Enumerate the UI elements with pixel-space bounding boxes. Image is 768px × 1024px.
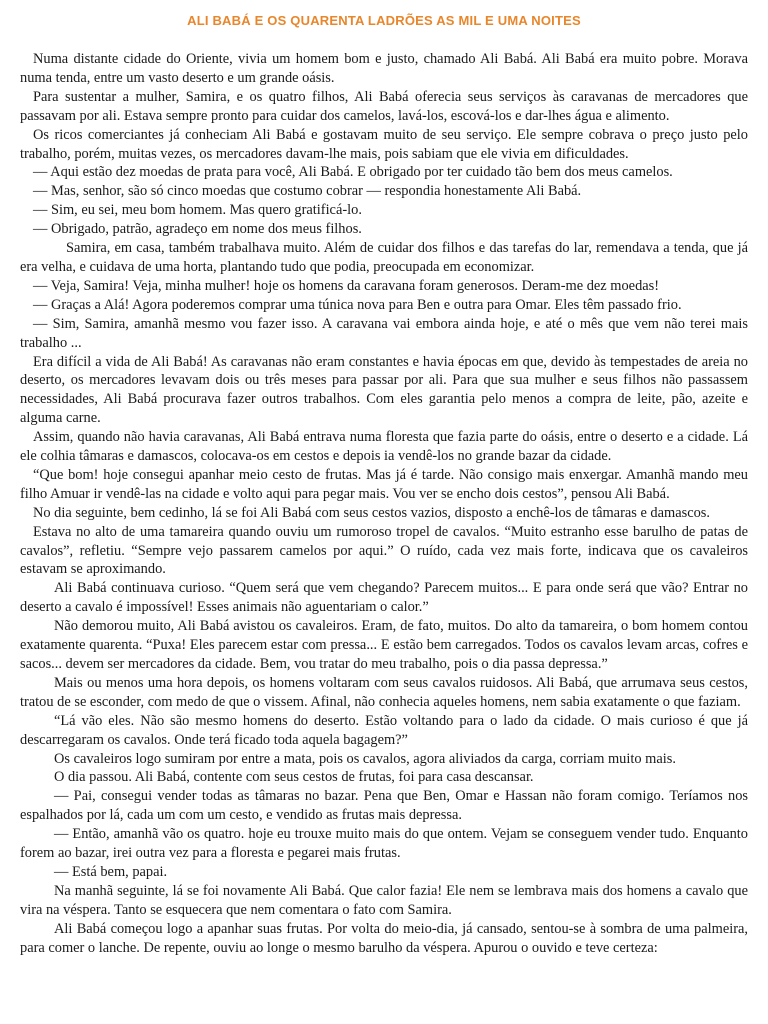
paragraph: — Sim, eu sei, meu bom homem. Mas quero gratificá-lo.: [33, 202, 362, 219]
paragraph: Era difícil a vida de Ali Babá! As caravanas não eram constantes e havia épocas em que, devido às tempestades de areia no deserto, os mercadores levavam dois ou três meses para passar por ali. Para que sua mulher e seus filhos não passassem necessidades, Ali Babá procurava fazer outros trabalhos. Com eles garantia pelo menos a compra de leite, pão, azeite e alguma carne.: [20, 353, 748, 427]
paragraph: Os cavaleiros logo sumiram por entre a mata, pois os cavalos, agora aliviados da carga, corriam muito mais.: [54, 750, 676, 767]
paragraph: — Sim, Samira, amanhã mesmo vou fazer isso. A caravana vai embora ainda hoje, e até o mês que vem não terei mais trabalho ...: [20, 315, 748, 351]
paragraph: Estava no alto de uma tamareira quando ouviu um rumoroso tropel de cavalos. “Muito estranho esse barulho de patas de cavalos”, refletiu. “Sempre vejo passarem camelos por aqui.” O ruído, cada vez mais forte, indicava que os cavaleiros estavam se aproximando.: [20, 523, 748, 578]
paragraph: “Lá vão eles. Não são mesmo homens do deserto. Estão voltando para o lado da cidade. O mais curioso é que já descarregaram os cavalos. Onde terá ficado toda aquela bagagem?”: [20, 712, 748, 748]
paragraph: — Graças a Alá! Agora poderemos comprar uma túnica nova para Ben e outra para Omar. Eles têm passado frio.: [33, 296, 682, 313]
paragraph: — Está bem, papai.: [54, 863, 168, 880]
paragraph: Os ricos comerciantes já conheciam Ali Babá e gostavam muito de seu serviço. Ele sempre cobrava o preço justo pelo trabalho, porém, muitas vezes, os mercadores davam-lhe mais, pois sabiam que ele vivia em dificuldades.: [20, 126, 748, 162]
paragraph: — Obrigado, patrão, agradeço em nome dos meus filhos.: [33, 221, 362, 238]
document-title: ALI BABÁ E OS QUARENTA LADRÕES AS MIL E UMA NOITES: [187, 13, 581, 28]
document-body: [20, 50, 748, 958]
paragraph: Assim, quando não havia caravanas, Ali Babá entrava numa floresta que fazia parte do oásis, entre o deserto e a cidade. Lá ele colhia tâmaras e damascos, colocava-os em cestos e depois ia vendê-los no grande bazar da cidade.: [20, 429, 748, 465]
paragraph: — Aqui estão dez moedas de prata para você, Ali Babá. E obrigado por ter cuidado tão bem dos meus camelos.: [33, 164, 673, 181]
paragraph: Na manhã seguinte, lá se foi novamente Ali Babá. Que calor fazia! Ele nem se lembrava mais dos homens a cavalo que vira na véspera. Tanto se esquecera que nem comentara o fato com Samira.: [20, 882, 748, 918]
paragraph: Mais ou menos uma hora depois, os homens voltaram com seus cavalos ruidosos. Ali Babá, que arrumava seus cestos, tratou de se esconder, com medo de que o vissem. Afinal, não conhecia aqueles homens, nem sabia exatamente o que faziam.: [20, 674, 748, 710]
paragraph: Ali Babá continuava curioso. “Quem será que vem chegando? Parecem muitos... E para onde será que vão? Entrar no deserto a cavalo é impossível! Esses animais não aguentariam o calor.”: [20, 580, 748, 616]
paragraph: Para sustentar a mulher, Samira, e os quatro filhos, Ali Babá oferecia seus serviços às caravanas de mercadores que passavam por ali. Estava sempre pronto para cuidar dos camelos, lavá-los, escová-los e dar-lhes água e alimento.: [20, 88, 748, 124]
paragraph: O dia passou. Ali Babá, contente com seus cestos de frutas, foi para casa descansar.: [54, 769, 534, 786]
paragraph: — Veja, Samira! Veja, minha mulher! hoje os homens da caravana foram generosos. Deram-me dez moedas!: [33, 277, 660, 294]
paragraph: Ali Babá começou logo a apanhar suas frutas. Por volta do meio-dia, já cansado, sentou-se à sombra de uma palmeira, para comer o lanche. De repente, ouviu ao longe o mesmo barulho da véspera. Apurou o ouvido e teve certeza:: [20, 920, 748, 956]
paragraph: — Mas, senhor, são só cinco moedas que costumo cobrar — respondia honestamente Ali Babá.: [33, 183, 582, 200]
paragraph: Numa distante cidade do Oriente, vivia um homem bom e justo, chamado Ali Babá. Ali Babá era muito pobre. Morava numa tenda, entre um vasto deserto e um grande oásis.: [20, 51, 748, 86]
document-page: [20, 0, 748, 1024]
paragraph: No dia seguinte, bem cedinho, lá se foi Ali Babá com seus cestos vazios, disposto a enchê-los de tâmaras e damascos.: [33, 504, 710, 521]
paragraph: “Que bom! hoje consegui apanhar meio cesto de frutas. Mas já é tarde. Não consigo mais enxergar. Amanhã mando meu filho Amuar ir vendê-las na cidade e volto aqui para pegar mais. Vou ver se encho dois cestos”, pensou Ali Babá.: [20, 466, 748, 502]
paragraph: Não demorou muito, Ali Babá avistou os cavaleiros. Eram, de fato, muitos. Do alto da tamareira, o bom homem contou exatamente quarenta. “Puxa! Eles parecem estar com pressa... E estão bem carregados. Todos os cavalos levam arcas, cofres e sacos... devem ser mercadores da cidade. Bem, vou tratar do meu trabalho, pois o dia passa depressa.”: [20, 618, 748, 672]
paragraph: — Pai, consegui vender todas as tâmaras no bazar. Pena que Ben, Omar e Hassan não foram comigo. Teríamos nos espalhados por lá, cada um com um cesto, e vendido as frutas mais depressa.: [20, 788, 748, 824]
paragraph: — Então, amanhã vão os quatro. hoje eu trouxe muito mais do que ontem. Vejam se conseguem vender tudo. Enquanto forem ao bazar, irei outra vez para a floresta e pegarei mais frutas.: [20, 826, 748, 862]
paragraph: Samira, em casa, também trabalhava muito. Além de cuidar dos filhos e das tarefas do lar, remendava a tenda, que já era velha, e cuidava de uma horta, plantando tudo que podia, preocupada em economizar.: [20, 240, 748, 275]
